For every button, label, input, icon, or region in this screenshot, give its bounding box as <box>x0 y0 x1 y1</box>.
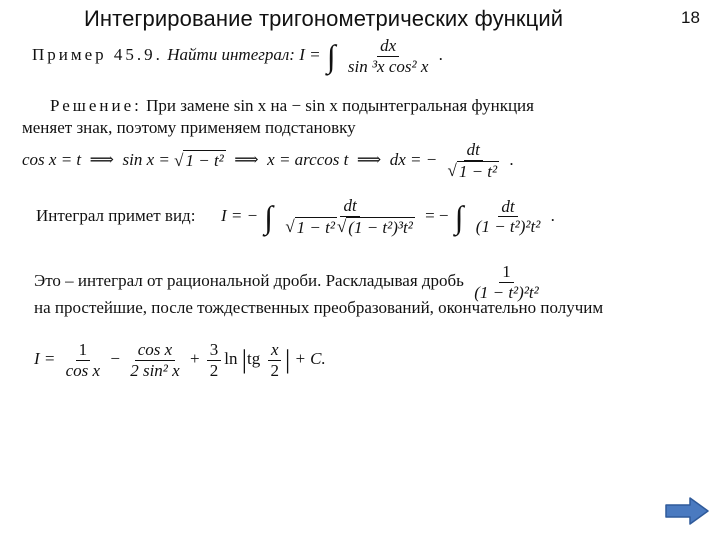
sqrt-1-radicand: 1 − t² <box>185 151 224 171</box>
solution-label: Решение: <box>50 96 142 115</box>
if-num-2: dt <box>498 197 517 218</box>
subst-d-numerator: dt <box>464 140 483 161</box>
substitution-line <box>22 140 514 182</box>
integral-form-lhs: I = − <box>220 205 259 225</box>
example-denominator: sin ³x cos² x <box>347 56 429 76</box>
answer-f4-den: 2 <box>270 360 279 380</box>
subst-a: cos x = t <box>22 149 82 169</box>
solution-line-1 <box>50 96 534 116</box>
answer-lhs: I = <box>34 348 56 368</box>
answer-f2-num: cos x <box>135 340 175 361</box>
integral-form-line <box>36 196 555 238</box>
arrow-3: ⟹ <box>356 149 382 169</box>
example-task: Найти интеграл: <box>167 44 295 64</box>
if-den-2: (1 − t²)²t² <box>475 217 541 237</box>
answer-minus: − <box>110 348 120 368</box>
answer-f1-den: cos x <box>65 360 101 380</box>
answer-tg: tg <box>246 348 261 368</box>
subst-d-radicand: 1 − t² <box>458 162 498 182</box>
sqrt-1: √ 1 − t² <box>174 151 224 171</box>
answer-f4-num: x <box>268 340 282 361</box>
integral-form-fraction-1 <box>282 196 418 238</box>
integral-form-label: Интеграл примет вид: <box>36 205 196 225</box>
answer-fraction-3 <box>207 340 222 380</box>
subst-d: dx = − <box>389 149 438 169</box>
if-root-2: (1 − t²)³t² <box>348 218 413 238</box>
decomposition-line-2 <box>34 298 603 318</box>
decomposition-text-1: Это – интеграл от рациональной дроби. Раскладывая дробь <box>34 270 464 290</box>
answer-f3-den: 2 <box>209 360 219 380</box>
arrow-2: ⟹ <box>234 149 259 169</box>
page-number: 18 <box>681 8 700 27</box>
answer-ln: ln <box>224 348 238 368</box>
integral-sign-3: ∫ <box>454 198 464 235</box>
decomposition-fraction <box>471 262 542 302</box>
answer-tail: + C. <box>294 348 326 368</box>
if-den-1: √ 1 − t² √ (1 − t²)³t² <box>285 216 413 238</box>
next-arrow-icon[interactable] <box>664 496 710 526</box>
arrow-1: ⟹ <box>89 149 115 169</box>
answer-f2-den: 2 sin² x <box>130 360 180 380</box>
answer-fraction-1 <box>63 340 103 380</box>
example-lhs: I = <box>299 44 321 64</box>
example-fraction <box>345 36 432 76</box>
answer-f1-num: 1 <box>76 340 91 361</box>
integral-form-eq: = − <box>425 205 449 225</box>
answer-f3-num: 3 <box>207 340 222 361</box>
decomposition-numerator: 1 <box>499 262 514 283</box>
if-root-1: 1 − t² <box>296 218 335 238</box>
integral-form-end: . <box>550 205 555 225</box>
solution-text-1: При замене sin x на − sin x подынтегральная функция <box>146 96 534 115</box>
solution-line-2 <box>22 118 356 138</box>
slide-title: Интегрирование тригонометрических функций <box>84 6 564 31</box>
example-label: Пример 45.9. <box>32 44 163 64</box>
decomposition-line-1 <box>34 262 545 302</box>
answer-line: I = $\frac{1}{\text{cos x}}$ − $\frac{\text{cos x}}{\text{2 sin² x}}$ + $\frac{3}{2}$ ln |tg $\frac{x}{2}$ | + C. <box>34 340 326 380</box>
subst-d-fraction <box>444 140 502 182</box>
subst-d-denominator: √ 1 − t² <box>447 160 498 182</box>
example-end: . <box>438 44 443 64</box>
answer-plus: + <box>189 348 200 368</box>
answer-fraction-2 <box>127 340 182 380</box>
example-numerator: dx <box>377 36 399 57</box>
example-line <box>32 36 443 76</box>
subst-b: sin x = <box>122 149 170 169</box>
integral-form-fraction-2 <box>473 197 544 237</box>
answer-fraction-4 <box>267 340 282 380</box>
solution-text-2: меняет знак, поэтому применяем подстановку <box>22 118 356 137</box>
integral-sign: ∫ <box>326 38 336 75</box>
if-num-1: dt <box>340 196 359 217</box>
integral-sign-2: ∫ <box>264 198 274 235</box>
subst-end: . <box>509 149 514 169</box>
decomposition-text-2: на простейшие, после тождественных преобразований, окончательно получим <box>34 298 604 317</box>
subst-c: x = arccos t <box>267 149 349 169</box>
decomposition-denominator: (1 − t²)²t² <box>474 282 539 302</box>
